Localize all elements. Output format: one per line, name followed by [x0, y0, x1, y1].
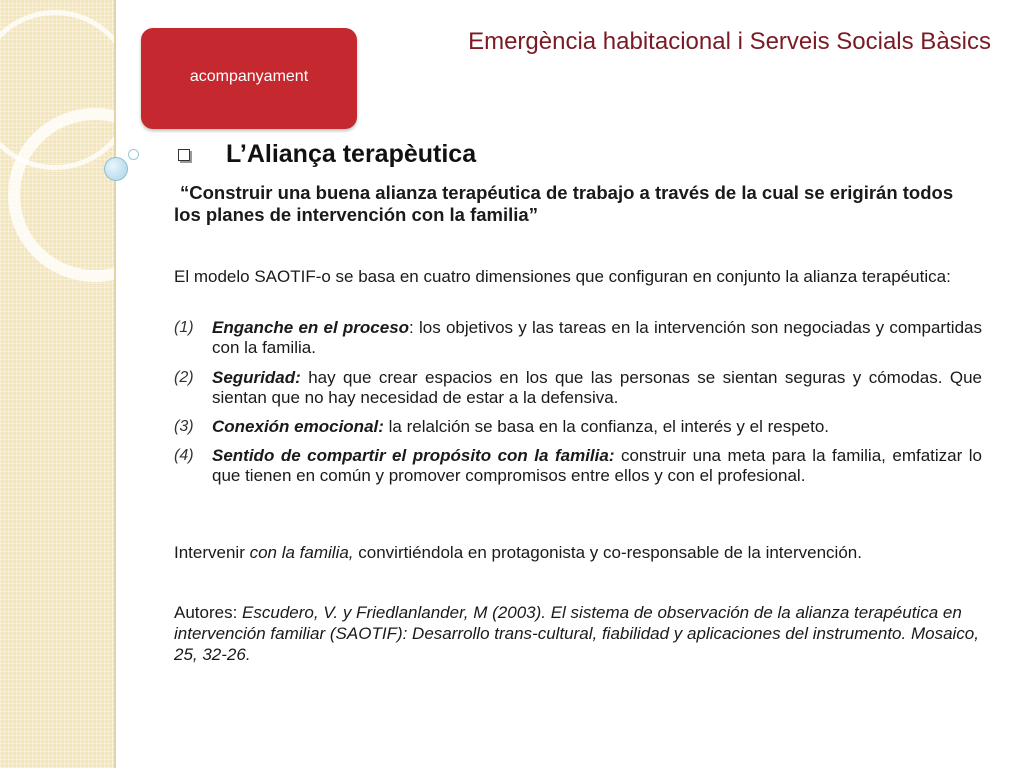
list-number: (1) [174, 319, 194, 336]
authors-reference [174, 602, 982, 665]
list-number: (4) [174, 447, 194, 464]
closing-emphasis: con la familia, [249, 543, 354, 562]
closing-paragraph [174, 543, 982, 563]
heading-text: L’Aliança terapèutica [226, 140, 477, 168]
slide-header-title: Emergència habitacional i Serveis Socials Bàsics [468, 28, 991, 55]
list-term: Enganche en el proceso [212, 318, 410, 337]
checkbox-bullet-icon [178, 149, 190, 161]
closing-text: convirtiéndola en protagonista y co-responsable de la intervención. [353, 543, 862, 562]
section-tag-label: acompanyament [189, 68, 309, 85]
list-text: los objetivos y las tareas en la intervención son negociadas y compartidas con la familia. [212, 318, 982, 357]
decorative-side-strip [0, 0, 116, 768]
closing-text: Intervenir [174, 543, 250, 562]
list-term: Seguridad: [212, 368, 301, 387]
decorative-bubble [104, 157, 128, 181]
list-term: Sentido de compartir el propósito con la familia: [212, 446, 615, 465]
list-term: Conexión emocional: [212, 417, 384, 436]
intro-paragraph: El modelo SAOTIF-o se basa en cuatro dimensiones que configuran en conjunto la alianza terapéutica: [174, 267, 951, 286]
section-tag [141, 28, 357, 129]
list-separator: : [409, 318, 414, 337]
list-text: hay que crear espacios en los que las personas se sientan seguras y cómodas. Que sientan que no hay necesidad de estar a la defensiva. [212, 368, 982, 407]
list-number: (3) [174, 418, 194, 435]
decorative-bubble [128, 149, 139, 160]
quote-text: “Construir una buena alianza terapéutica de trabajo a través de la cual se erigirán todos los planes de intervención con la familia” [174, 182, 954, 225]
list-text: la relalción se basa en la confianza, el interés y el respeto. [383, 417, 830, 436]
authors-label: Autores: [174, 603, 243, 622]
list-text: construir una meta para la familia, emfatizar lo que tienen en común y promover compromisos entre ellos y con el profesional. [212, 446, 982, 485]
list-number: (2) [174, 369, 194, 386]
authors-citation: Escudero, V. y Friedlanlander, M (2003). El sistema de observación de la alianza terapéutica en intervención familiar (SAOTIF): Desarrollo trans-cultural, fiabilidad y aplicaciones del instrumento. Mosaico, 25, 32-26. [174, 603, 979, 664]
